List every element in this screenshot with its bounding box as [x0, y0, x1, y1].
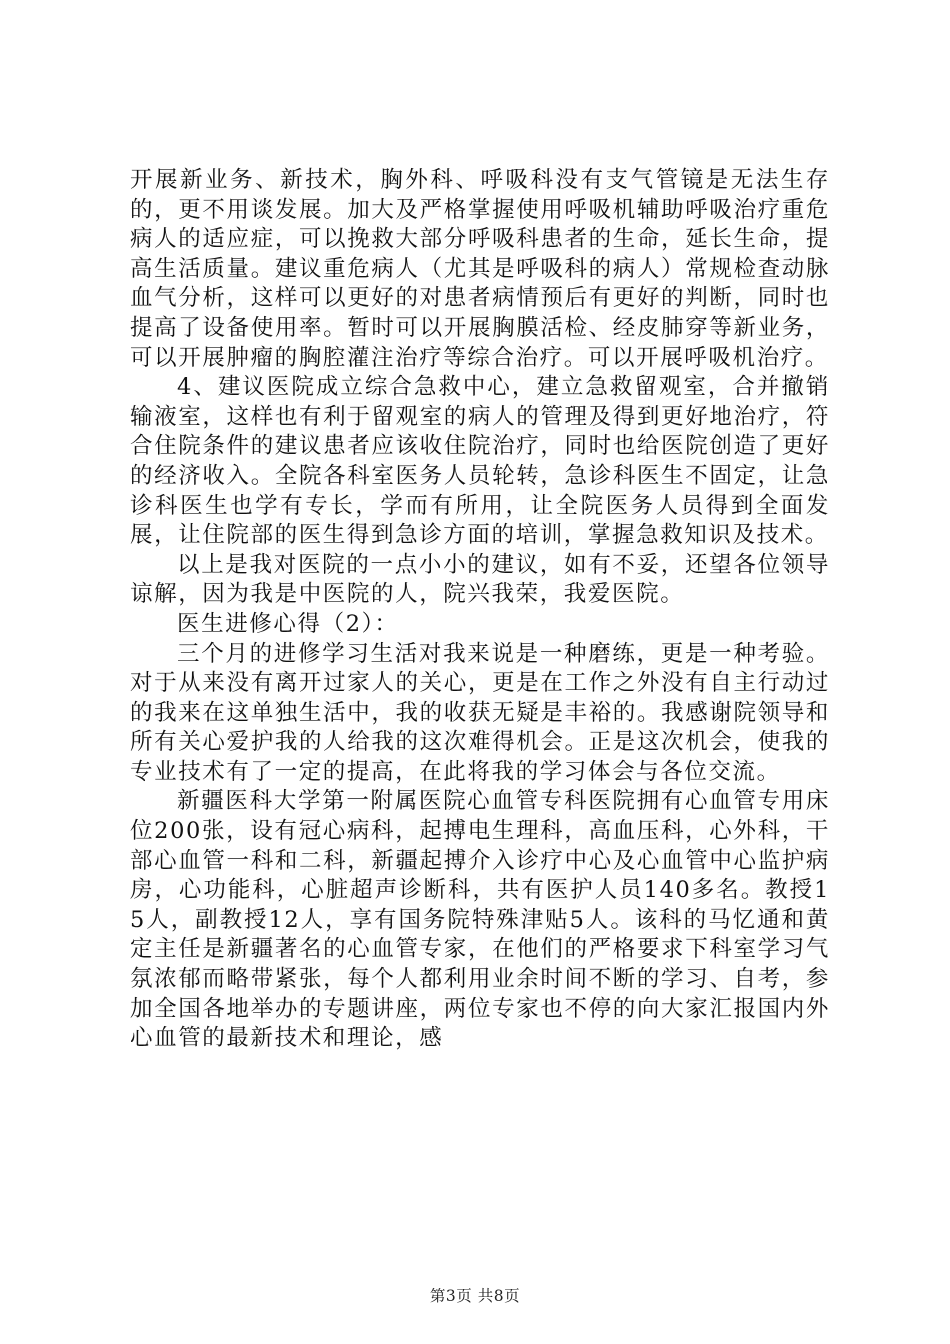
paragraph-study-intro: 三个月的进修学习生活对我来说是一种磨练，更是一种考验。对于从来没有离开过家人的关心，更是在工作之外没有自主行动过的我来在这单独生活中，我的收获无疑是丰裕的。我感谢院领导和所有关心爱护我的人给我的这次难得机会。正是这次机会，使我的专业技术有了一定的提高，在此将我的学习体会与各位交流。 [130, 640, 830, 785]
paragraph-closing: 以上是我对医院的一点小小的建议，如有不妥，还望各位领导谅解，因为我是中医院的人，院兴我荣，我爱医院。 [130, 551, 830, 608]
paragraph-suggestion-4: 4、建议医院成立综合急救中心，建立急救留观室，合并撤销输液室，这样也有利于留观室的病人的管理及得到更好地治疗，符合住院条件的建议患者应该收住院治疗，同时也给医院创造了更好的经济收入。全院各科室医务人员轮转，急诊科医生不固定，让急诊科医生也学有专长，学而有所用，让全院医务人员得到全面发展，让住院部的医生得到急诊方面的培训，掌握急救知识及技术。 [130, 374, 830, 549]
document-body [130, 166, 830, 1054]
section-heading: 医生进修心得（2）： [177, 610, 399, 637]
paragraph-hospital-description: 新疆医科大学第一附属医院心血管专科医院拥有心血管专用床位200张，设有冠心病科，起搏电生理科，高血压科，心外科，干部心血管一科和二科，新疆起搏介入诊疗中心及心血管中心监护病房，心功能科，心脏超声诊断科，共有医护人员140多名。教授15人，副教授12人，享有国务院特殊津贴5人。该科的马忆通和黄定主任是新疆著名的心血管专家，在他们的严格要求下科室学习气氛浓郁而略带紧张，每个人都利用业余时间不断的学习、自考，参加全国各地举办的专题讲座，两位专家也不停的向大家汇报国内外心血管的最新技术和理论，感 [130, 788, 830, 1052]
page-footer: 第3页 共8页 [429, 1287, 521, 1305]
paragraph-continuation: 开展新业务、新技术，胸外科、呼吸科没有支气管镜是无法生存的，更不用谈发展。加大及严格掌握使用呼吸机辅助呼吸治疗重危病人的适应症，可以挽救大部分呼吸科患者的生命，延长生命，提高生活质量。建议重危病人（尤其是呼吸科的病人）常规检查动脉血气分析，这样可以更好的对患者病情预后有更好的判断，同时也提高了设备使用率。暂时可以开展胸膜活检、经皮肺穿等新业务，可以开展肿瘤的胸腔灌注治疗等综合治疗。可以开展呼吸机治疗。 [130, 167, 830, 371]
